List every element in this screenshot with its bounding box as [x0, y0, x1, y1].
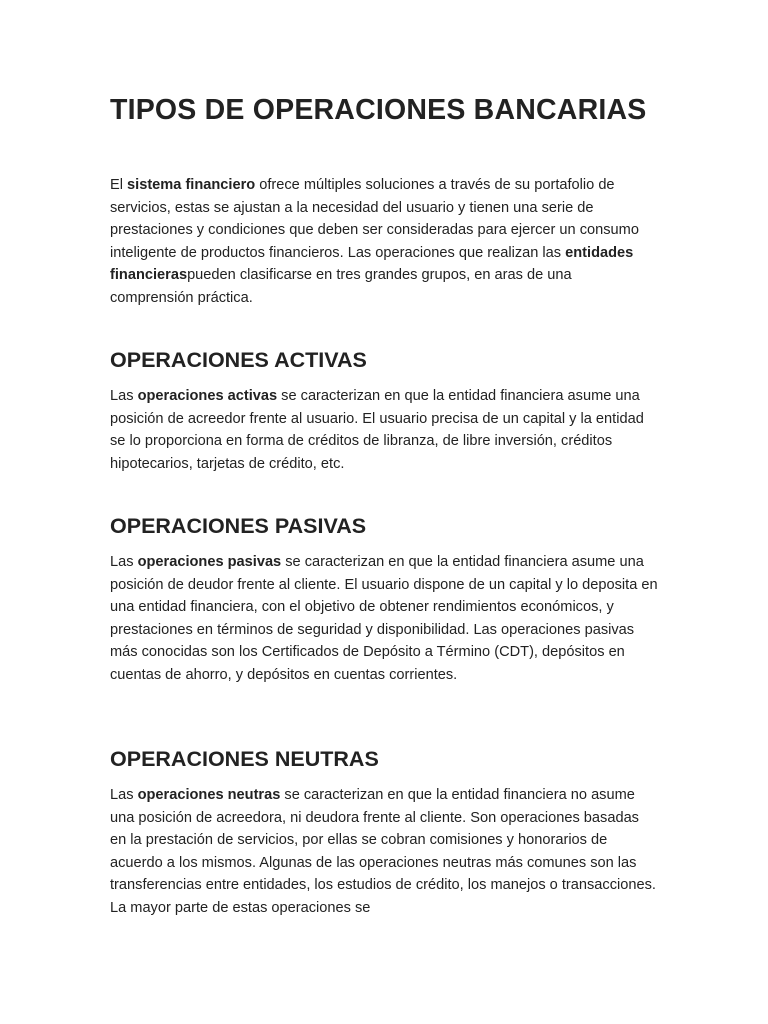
neutras-text-1: Las: [110, 787, 138, 803]
paragraph-operaciones-neutras: [110, 784, 658, 920]
intro-text-2: ofrece múltiples soluciones a través de su portafolio de servicios, estas se ajustan a la necesidad del usuario y tienen una serie de prestaciones y condiciones que deben ser consideradas para ejercer un consumo inteligente de productos financieros. Las operaciones que realizan las: [110, 177, 639, 261]
intro-text-1: El: [110, 177, 128, 193]
pasivas-text-1: Las: [110, 554, 138, 570]
pasivas-bold: operaciones pasivas: [137, 554, 282, 570]
intro-bold-sistema-financiero: sistema financiero: [127, 177, 256, 193]
intro-bold-entidades-financieras: entidades financieras: [110, 244, 634, 284]
heading-operaciones-neutras: OPERACIONES NEUTRAS: [110, 747, 379, 771]
page-title: TIPOS DE OPERACIONES BANCARIAS: [110, 94, 647, 126]
neutras-text-2: se caracterizan en que la entidad financiera no asume una posición de acreedora, ni deudora frente al cliente. Son operaciones basadas en la prestación de servicios, por ellas se cobran comisiones y honorarios de acuerdo a los mismos. Algunas de las operaciones neutras más comunes son las transferencias entre entidades, los estudios de crédito, los manejos o transacciones. La mayor parte de estas operaciones se: [110, 787, 656, 916]
activas-text-2: se caracterizan en que la entidad financiera asume una posición de acreedor frente al usuario. El usuario precisa de un capital y la entidad se lo proporciona en forma de créditos de libranza, de libre inversión, créditos hipotecarios, tarjetas de crédito, etc.: [110, 388, 644, 472]
activas-text-1: Las: [110, 388, 138, 404]
intro-text-3: pueden clasificarse en tres grandes grupos, en aras de una comprensión práctica.: [110, 267, 572, 306]
pasivas-text-2: se caracterizan en que la entidad financiera asume una posición de deudor frente al cliente. El usuario dispone de un capital y lo deposita en una entidad financiera, con el objetivo de obtener rendimientos económicos, y prestaciones en términos de seguridad y disponibilidad. Las operaciones pasivas más conocidas son los Certificados de Depósito a Término (CDT), depósitos en cuentas de ahorro, y depósitos en cuentas corrientes.: [110, 554, 658, 683]
heading-operaciones-activas: OPERACIONES ACTIVAS: [110, 348, 367, 372]
paragraph-operaciones-activas: [110, 385, 658, 475]
neutras-bold: operaciones neutras: [137, 787, 281, 803]
activas-bold: operaciones activas: [137, 388, 278, 404]
intro-paragraph: [110, 174, 658, 310]
paragraph-operaciones-pasivas: [110, 551, 658, 687]
heading-operaciones-pasivas: OPERACIONES PASIVAS: [110, 514, 367, 538]
